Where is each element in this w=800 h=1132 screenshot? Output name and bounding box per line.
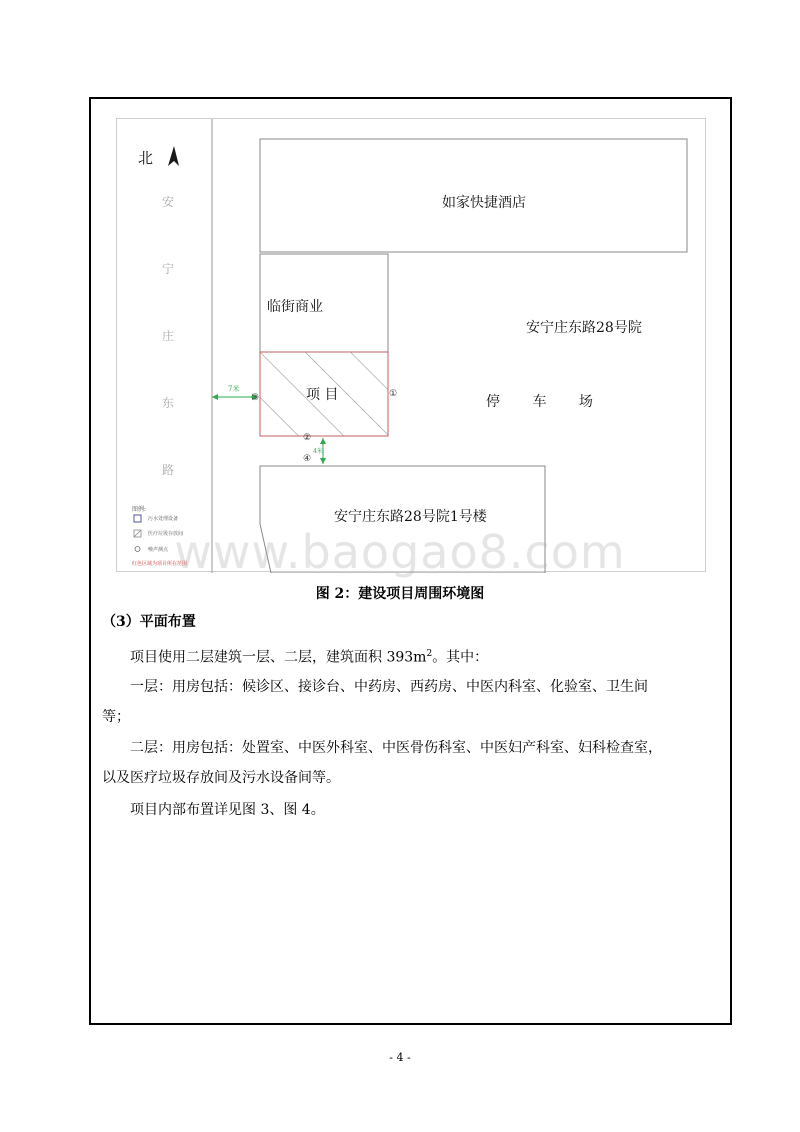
legend-item-noise: 噪声测点: [148, 547, 169, 553]
marker-3: ③: [251, 393, 260, 403]
paragraph-3-line-2: 以及医疗垃圾存放间及污水设备间等。: [102, 770, 340, 786]
watermark: www.baogao8.com: [174, 525, 626, 579]
marker-1: ①: [389, 389, 398, 399]
south-distance-label: 4米: [313, 448, 323, 455]
road-char-3: 庄: [162, 329, 175, 343]
paragraph-1-end: 。其中：: [432, 649, 489, 666]
road-char-5: 路: [162, 463, 175, 477]
road-char-2: 宁: [162, 262, 175, 276]
legend-title: 图例:: [132, 506, 147, 513]
building1-label: 安宁庄东路28号院1号楼: [334, 509, 487, 525]
parking-label: 停 车 场: [486, 394, 607, 410]
road-char-1: 安: [162, 195, 175, 209]
paragraph-1-text: 项目使用二层建筑一层、二层，建筑面积 393m: [130, 649, 427, 666]
paragraph-3-line-1: 二层：用房包括：处置室、中医外科室、中医骨伤科室、中医妇产科室、妇科检查室，: [130, 740, 662, 756]
section-title: （3）平面布置: [102, 614, 196, 630]
north-arrow-icon: [168, 146, 179, 166]
area-superscript: 2: [426, 649, 433, 659]
legend-sewage-symbol: [134, 515, 141, 522]
courtyard-label: 安宁庄东路28号院: [526, 320, 642, 336]
legend-item-sewage: 污水处理设备: [148, 516, 179, 522]
legend-note: 红色区域为项目所在范围: [132, 561, 188, 567]
shops-label: 临街商业: [267, 299, 323, 315]
paragraph-2-line-1: 一层：用房包括：候诊区、接诊台、中药房、西药房、中医内科室、化验室、卫生间: [130, 679, 648, 695]
page-number: - 4 -: [389, 1051, 411, 1064]
site-plan-figure: [116, 118, 706, 572]
hotel-label: 如家快捷酒店: [442, 195, 526, 211]
project-label: 项 目: [306, 387, 339, 403]
figure-caption: 图 2：建设项目周围环境图: [315, 586, 485, 602]
paragraph-4: 项目内部布置详见图 3、图 4。: [130, 802, 325, 818]
west-distance-label: 7米: [228, 385, 240, 393]
site-plan-drawing: [117, 119, 707, 573]
paragraph-1: [130, 644, 488, 668]
road-char-4: 东: [162, 396, 175, 410]
marker-4: ④: [303, 454, 312, 464]
north-label: 北: [138, 149, 154, 167]
marker-2: ②: [303, 433, 312, 443]
paragraph-2-line-2: 等；: [102, 709, 130, 725]
legend-item-waste: 医疗垃圾存放间: [148, 531, 184, 537]
